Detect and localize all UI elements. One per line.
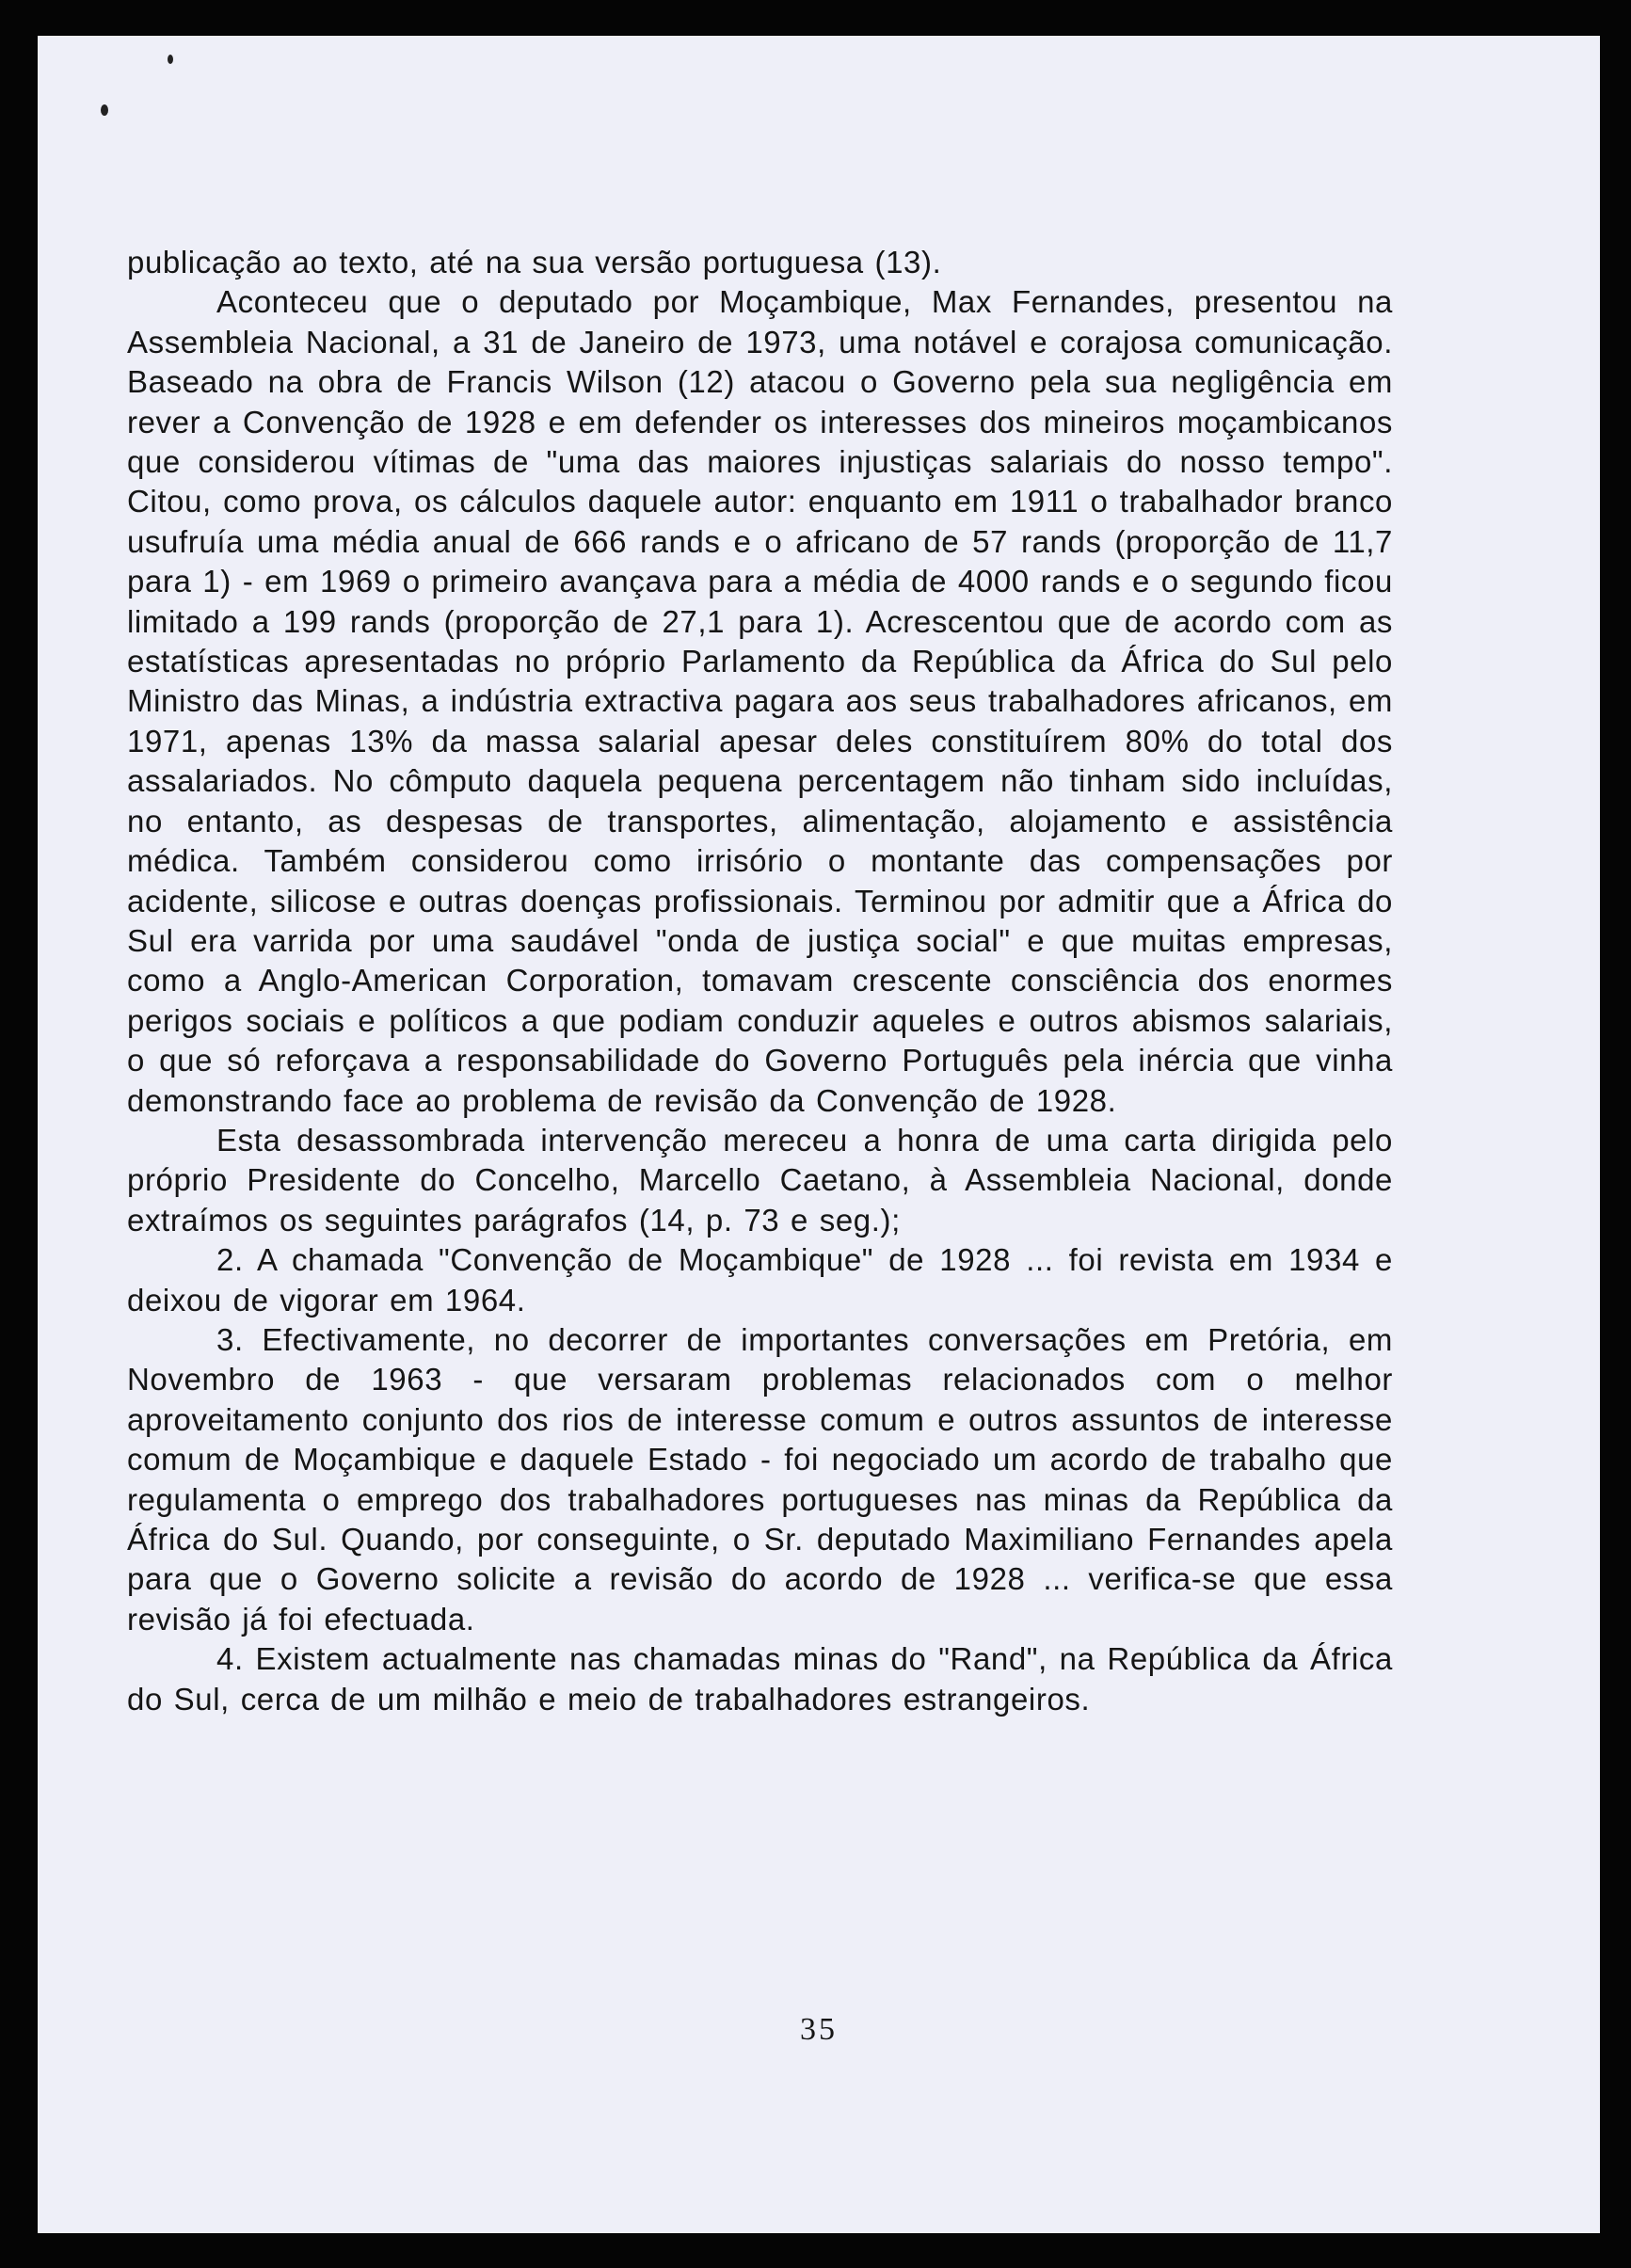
paragraph: 2. A chamada "Convenção de Moçambique" de 1928 ... foi revista em 1934 e deixou de vigorar em 1964.	[127, 1242, 1393, 1318]
page-number: 35	[800, 2012, 838, 2047]
paragraph: Aconteceu que o deputado por Moçambique, Max Fernandes, presentou na Assembleia Nacional, a 31 de Janeiro de 1973, uma notável e corajosa comunicação. Baseado na obra de Francis Wilson (12) atacou o Governo pela sua negligência em rever a Convenção de 1928 e em defender os interesses dos mineiros moçambicanos que considerou vítimas de "uma das maiores injustiças salariais do nosso tempo". Citou, como prova, os cálculos daquele autor: enquanto em 1911 o trabalhador branco usufruía uma média anual de 666 rands e o africano de 57 rands (proporção de 11,7 para 1) - em 1969 o primeiro avançava para a média de 4000 rands e o segundo ficou limitado a 199 rands (proporção de 27,1 para 1). Acrescentou que de acordo com as estatísticas apresentadas no próprio Parlamento da República da África do Sul pelo Ministro das Minas, a indústria extractiva pagara aos seus trabalhadores africanos, em 1971, apenas 13% da massa salarial apesar deles constituírem 80% do total dos assalariados. No cômputo daquela pequena percentagem não tinham sido incluídas, no entanto, as despesas de transportes, alimentação, alojamento e assistência médica. Também considerou como irrisório o montante das compensações por acidente, silicose e outras doenças profissionais. Terminou por admitir que a África do Sul era varrida por uma saudável "onda de justiça social" e que muitas empresas, como a Anglo-American Corporation, tomavam crescente consciência dos enormes perigos sociais e políticos a que podiam conduzir aqueles e outros abismos salariais, o que só reforçava a responsabilidade do Governo Português pela inércia que vinha demonstrando face ao problema de revisão da Convenção de 1928.	[127, 284, 1393, 1118]
document-page	[38, 36, 1600, 2233]
paragraph: Esta desassombrada intervenção mereceu a honra de uma carta dirigida pelo próprio Presidente do Concelho, Marcello Caetano, à Assembleia Nacional, donde extraímos os seguintes parágrafos (14, p. 73 e seg.);	[127, 1122, 1393, 1238]
scan-speck	[101, 104, 108, 116]
body-text	[127, 243, 1393, 1719]
scan-speck	[168, 55, 173, 64]
paragraph: 3. Efectivamente, no decorrer de importantes conversações em Pretória, em Novembro de 1963 - que versaram problemas relacionados com o melhor aproveitamento conjunto dos rios de interesse comum e outros assuntos de interesse comum de Moçambique e daquele Estado - foi negociado um acordo de trabalho que regulamenta o emprego dos trabalhadores portugueses nas minas da República da África do Sul. Quando, por conseguinte, o Sr. deputado Maximiliano Fernandes apela para que o Governo solicite a revisão do acordo de 1928 ... verifica-se que essa revisão já foi efectuada.	[127, 1321, 1393, 1637]
paragraph: 4. Existem actualmente nas chamadas minas do "Rand", na República da África do Sul, cerca de um milhão e meio de trabalhadores estrangeiros.	[127, 1641, 1393, 1717]
paragraph: publicação ao texto, até na sua versão portuguesa (13).	[127, 245, 942, 280]
